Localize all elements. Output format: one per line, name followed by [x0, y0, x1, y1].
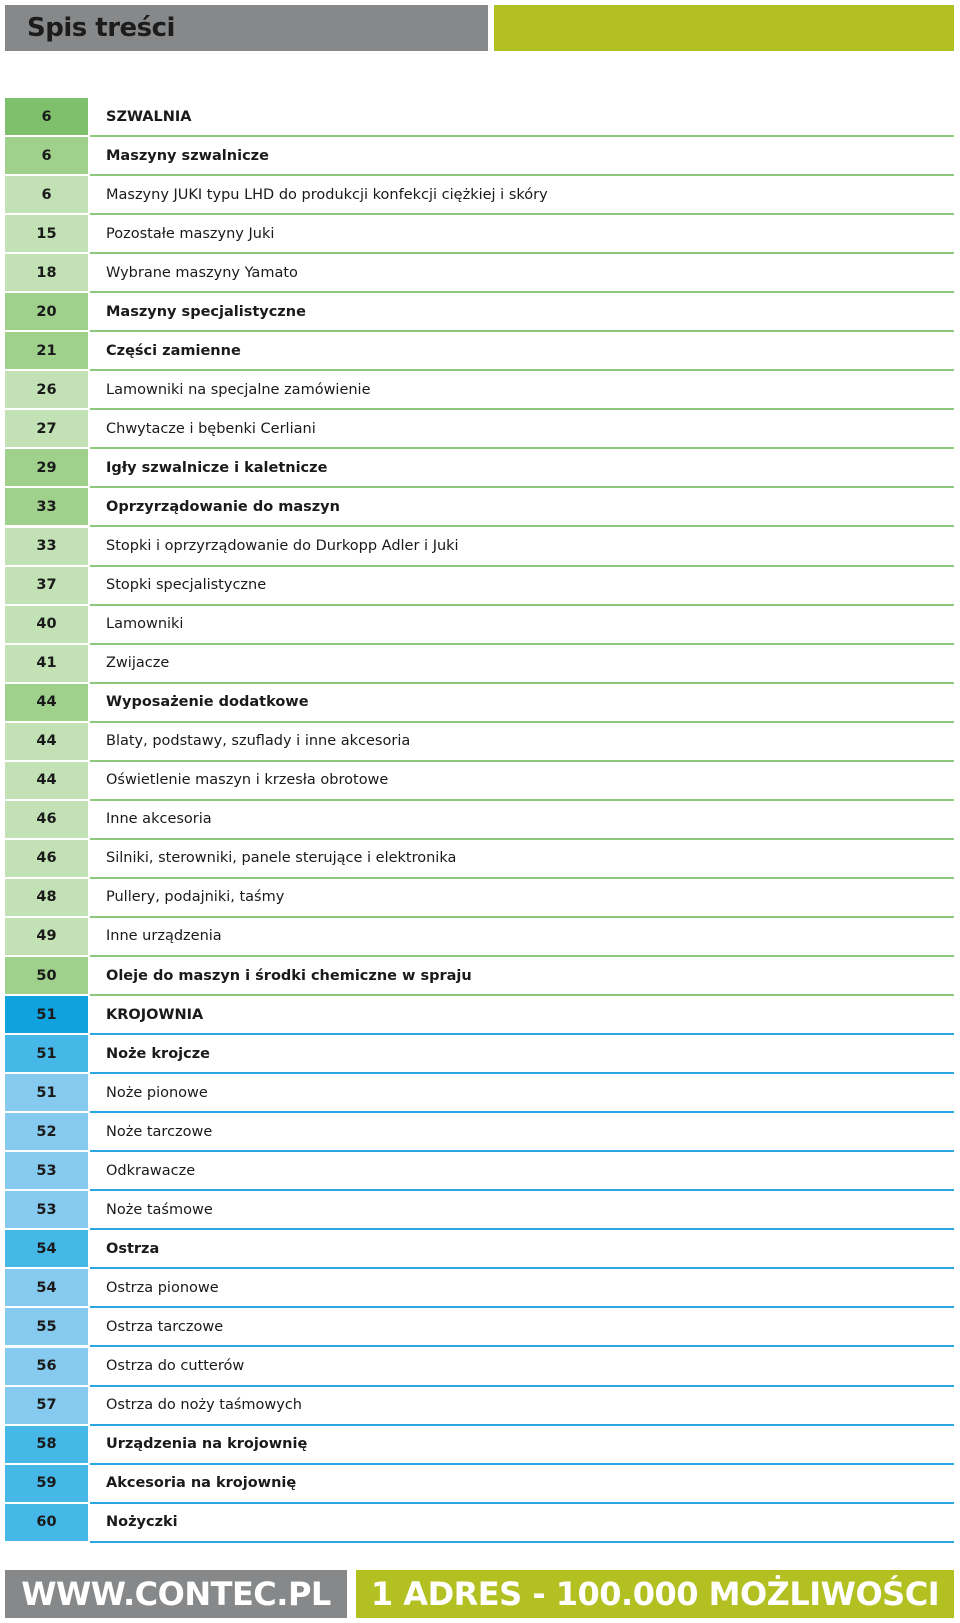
- toc-row[interactable]: [5, 1191, 954, 1230]
- toc-page-number: 33: [5, 528, 88, 565]
- toc-page-number: 15: [5, 215, 88, 252]
- toc-page-number: 55: [5, 1308, 88, 1345]
- toc-row[interactable]: [5, 1269, 954, 1308]
- toc-page-number: 44: [5, 762, 88, 799]
- toc-entry-title: Oleje do maszyn i środki chemiczne w spraju: [90, 957, 954, 996]
- toc-row[interactable]: [5, 98, 954, 137]
- toc-page-number: 59: [5, 1465, 88, 1502]
- toc-row[interactable]: [5, 957, 954, 996]
- toc-entry-title: Oświetlenie maszyn i krzesła obrotowe: [90, 762, 954, 801]
- toc-row[interactable]: [5, 762, 954, 801]
- toc-page-number: 60: [5, 1504, 88, 1541]
- toc-entry-title: KROJOWNIA: [90, 996, 954, 1035]
- footer-website-bar: [5, 1570, 347, 1618]
- toc-entry-title: Nożyczki: [90, 1504, 954, 1543]
- toc-page-number: 52: [5, 1113, 88, 1150]
- footer-slogan: 1 ADRES - 100.000 MOŻLIWOŚCI: [370, 1575, 940, 1613]
- header-title-bar: [5, 5, 488, 51]
- toc-row[interactable]: [5, 840, 954, 879]
- toc-row[interactable]: [5, 1348, 954, 1387]
- toc-row[interactable]: [5, 918, 954, 957]
- toc-page-number: 27: [5, 410, 88, 447]
- toc-entry-title: Silniki, sterowniki, panele sterujące i elektronika: [90, 840, 954, 879]
- toc-entry-title: Urządzenia na krojownię: [90, 1426, 954, 1465]
- toc-page-number: 29: [5, 449, 88, 486]
- toc-entry-title: Inne urządzenia: [90, 918, 954, 957]
- toc-page-number: 48: [5, 879, 88, 916]
- toc-row[interactable]: [5, 723, 954, 762]
- toc-entry-title: Wybrane maszyny Yamato: [90, 254, 954, 293]
- toc-row[interactable]: [5, 1387, 954, 1426]
- toc-page-number: 37: [5, 567, 88, 604]
- toc-row[interactable]: [5, 1035, 954, 1074]
- toc-row[interactable]: [5, 645, 954, 684]
- toc-entry-title: Ostrza tarczowe: [90, 1308, 954, 1347]
- toc-row[interactable]: [5, 567, 954, 606]
- toc-entry-title: Akcesoria na krojownię: [90, 1465, 954, 1504]
- toc-row[interactable]: [5, 488, 954, 527]
- toc-row[interactable]: [5, 293, 954, 332]
- toc-row[interactable]: [5, 332, 954, 371]
- footer-slogan-bar: [356, 1570, 954, 1618]
- toc-row[interactable]: [5, 176, 954, 215]
- toc-row[interactable]: [5, 1230, 954, 1269]
- toc-page-number: 54: [5, 1230, 88, 1267]
- toc-row[interactable]: [5, 371, 954, 410]
- toc-entry-title: Stopki specjalistyczne: [90, 567, 954, 606]
- toc-entry-title: Pullery, podajniki, taśmy: [90, 879, 954, 918]
- toc-page-number: 21: [5, 332, 88, 369]
- toc-entry-title: SZWALNIA: [90, 98, 954, 137]
- toc-page-number: 26: [5, 371, 88, 408]
- table-of-contents: [5, 98, 954, 1543]
- toc-row[interactable]: [5, 215, 954, 254]
- toc-entry-title: Maszyny specjalistyczne: [90, 293, 954, 332]
- toc-row[interactable]: [5, 1504, 954, 1543]
- toc-page-number: 53: [5, 1191, 88, 1228]
- toc-entry-title: Części zamienne: [90, 332, 954, 371]
- toc-entry-title: Ostrza do cutterów: [90, 1348, 954, 1387]
- toc-entry-title: Zwijacze: [90, 645, 954, 684]
- toc-row[interactable]: [5, 801, 954, 840]
- toc-page-number: 6: [5, 98, 88, 135]
- toc-page-number: 46: [5, 801, 88, 838]
- toc-row[interactable]: [5, 410, 954, 449]
- toc-entry-title: Oprzyrządowanie do maszyn: [90, 488, 954, 527]
- toc-entry-title: Noże taśmowe: [90, 1191, 954, 1230]
- toc-page-number: 51: [5, 1074, 88, 1111]
- toc-page-number: 56: [5, 1348, 88, 1385]
- footer-website[interactable]: WWW.CONTEC.PL: [21, 1575, 331, 1613]
- toc-page-number: 51: [5, 996, 88, 1033]
- toc-row[interactable]: [5, 528, 954, 567]
- toc-entry-title: Igły szwalnicze i kaletnicze: [90, 449, 954, 488]
- toc-row[interactable]: [5, 684, 954, 723]
- toc-entry-title: Ostrza do noży taśmowych: [90, 1387, 954, 1426]
- toc-entry-title: Noże krojcze: [90, 1035, 954, 1074]
- toc-entry-title: Noże pionowe: [90, 1074, 954, 1113]
- toc-page-number: 41: [5, 645, 88, 682]
- toc-entry-title: Ostrza: [90, 1230, 954, 1269]
- toc-row[interactable]: [5, 996, 954, 1035]
- toc-row[interactable]: [5, 606, 954, 645]
- toc-row[interactable]: [5, 1308, 954, 1347]
- toc-page-number: 46: [5, 840, 88, 877]
- header-accent-bar: [494, 5, 954, 51]
- toc-page-number: 40: [5, 606, 88, 643]
- toc-row[interactable]: [5, 1152, 954, 1191]
- toc-row[interactable]: [5, 879, 954, 918]
- toc-page-number: 6: [5, 176, 88, 213]
- toc-entry-title: Wyposażenie dodatkowe: [90, 684, 954, 723]
- toc-page-number: 44: [5, 723, 88, 760]
- toc-row[interactable]: [5, 1113, 954, 1152]
- toc-page-number: 44: [5, 684, 88, 721]
- toc-entry-title: Inne akcesoria: [90, 801, 954, 840]
- toc-entry-title: Lamowniki: [90, 606, 954, 645]
- toc-page-number: 50: [5, 957, 88, 994]
- toc-entry-title: Noże tarczowe: [90, 1113, 954, 1152]
- toc-page-number: 58: [5, 1426, 88, 1463]
- toc-row[interactable]: [5, 254, 954, 293]
- toc-row[interactable]: [5, 1426, 954, 1465]
- toc-page-number: 20: [5, 293, 88, 330]
- toc-page-number: 49: [5, 918, 88, 955]
- toc-entry-title: Blaty, podstawy, szuflady i inne akcesoria: [90, 723, 954, 762]
- toc-row[interactable]: [5, 1465, 954, 1504]
- toc-entry-title: Pozostałe maszyny Juki: [90, 215, 954, 254]
- toc-entry-title: Lamowniki na specjalne zamówienie: [90, 371, 954, 410]
- toc-entry-title: Odkrawacze: [90, 1152, 954, 1191]
- toc-entry-title: Ostrza pionowe: [90, 1269, 954, 1308]
- toc-page-number: 6: [5, 137, 88, 174]
- toc-row[interactable]: [5, 449, 954, 488]
- toc-entry-title: Stopki i oprzyrządowanie do Durkopp Adler i Juki: [90, 528, 954, 567]
- page-title: Spis treści: [27, 13, 175, 43]
- toc-entry-title: Maszyny szwalnicze: [90, 137, 954, 176]
- toc-row[interactable]: [5, 137, 954, 176]
- toc-page-number: 18: [5, 254, 88, 291]
- toc-page-number: 53: [5, 1152, 88, 1189]
- toc-page-number: 57: [5, 1387, 88, 1424]
- toc-page-number: 54: [5, 1269, 88, 1306]
- toc-entry-title: Chwytacze i bębenki Cerliani: [90, 410, 954, 449]
- toc-page-number: 51: [5, 1035, 88, 1072]
- toc-entry-title: Maszyny JUKI typu LHD do produkcji konfekcji ciężkiej i skóry: [90, 176, 954, 215]
- toc-row[interactable]: [5, 1074, 954, 1113]
- toc-page-number: 33: [5, 488, 88, 525]
